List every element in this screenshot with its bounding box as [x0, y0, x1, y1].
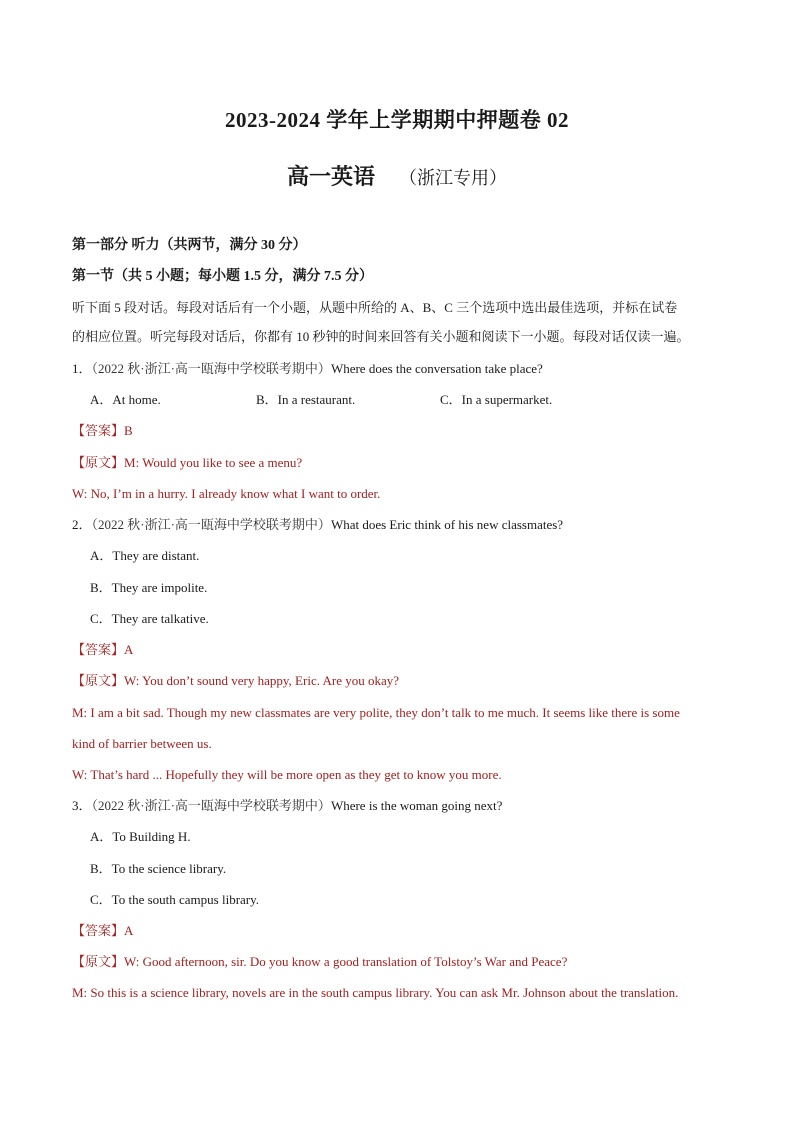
script-tag: 【原文】	[72, 954, 125, 969]
option-a: A．To Building H.	[90, 829, 191, 844]
script-2-line-2: M: I am a bit sad. Though my new classmates are very polite, they don’t talk to me much. It seems like there is some	[72, 705, 680, 720]
answer-tag: 【答案】	[72, 423, 125, 438]
question-1-options	[90, 392, 552, 408]
script-2-line-1	[72, 673, 399, 689]
script-tag: 【原文】	[72, 673, 125, 688]
answer-1	[72, 423, 133, 439]
instructions-line-2: 的相应位置。听完每段对话后，你都有 10 秒钟的时间来回答有关小题和阅读下一小题。每段对话仅读一遍。	[72, 329, 690, 344]
script-3-line-1	[72, 954, 567, 970]
answer-tag: 【答案】	[72, 923, 125, 938]
option-c: C．They are talkative.	[90, 611, 209, 626]
script-1-line-2: W: No, I’m in a hurry. I already know what I want to order.	[72, 486, 381, 501]
question-number: 3．	[72, 798, 92, 813]
exam-subtitle	[0, 160, 794, 191]
question-1	[72, 361, 543, 377]
question-text: What does Eric think of his new classmates?	[330, 517, 564, 532]
option-b: B．In a restaurant.	[256, 392, 356, 407]
question-text: Where is the woman going next?	[330, 798, 503, 813]
answer-2	[72, 642, 133, 658]
question-source: （2022 秋·浙江·高一瓯海中学校联考期中）	[91, 361, 331, 376]
script-3-line-2: M: So this is a science library, novels are in the south campus library. You can ask Mr. Johnson about the translation.	[72, 985, 679, 1000]
question-source: （2022 秋·浙江·高一瓯海中学校联考期中）	[91, 798, 331, 813]
question-2	[72, 517, 563, 533]
script-2-line-4: W: That’s hard ... Hopefully they will be more open as they get to know you more.	[72, 767, 502, 782]
region-note: （浙江专用）	[399, 168, 507, 188]
option-c: C．In a supermarket.	[440, 392, 553, 407]
question-source: （2022 秋·浙江·高一瓯海中学校联考期中）	[91, 517, 331, 532]
instructions-line-1: 听下面 5 段对话。每段对话后有一个小题，从题中所给的 A、B、C 三个选项中选出最佳选项，并标在试卷	[72, 300, 678, 315]
question-3	[72, 798, 502, 814]
script-text: W: Good afternoon, sir. Do you know a good translation of Tolstoy’s War and Peace?	[124, 954, 568, 969]
subject-title: 高一英语	[286, 164, 375, 189]
question-text: Where does the conversation take place?	[330, 361, 543, 376]
answer-tag: 【答案】	[72, 642, 125, 657]
script-2-line-3: kind of barrier between us.	[72, 736, 212, 751]
answer-value: B	[124, 423, 133, 438]
option-b: B．They are impolite.	[90, 580, 208, 595]
question-number: 1．	[72, 361, 92, 376]
option-c: C．To the south campus library.	[90, 892, 260, 907]
option-a: A．They are distant.	[90, 548, 200, 563]
part-heading: 第一部分 听力（共两节，满分 30 分）	[72, 238, 307, 253]
option-a: A．At home.	[90, 392, 161, 407]
script-text: W: You don’t sound very happy, Eric. Are you okay?	[124, 673, 400, 688]
answer-value: A	[124, 642, 134, 657]
answer-value: A	[124, 923, 134, 938]
script-1-line-1	[72, 455, 302, 471]
question-number: 2．	[72, 517, 92, 532]
script-tag: 【原文】	[72, 455, 125, 470]
exam-title: 2023-2024 学年上学期期中押题卷 02	[225, 108, 569, 132]
option-b: B．To the science library.	[90, 861, 227, 876]
section-heading: 第一节（共 5 小题；每小题 1.5 分，满分 7.5 分）	[72, 269, 373, 284]
script-text: M: Would you like to see a menu?	[124, 455, 303, 470]
answer-3	[72, 923, 133, 939]
